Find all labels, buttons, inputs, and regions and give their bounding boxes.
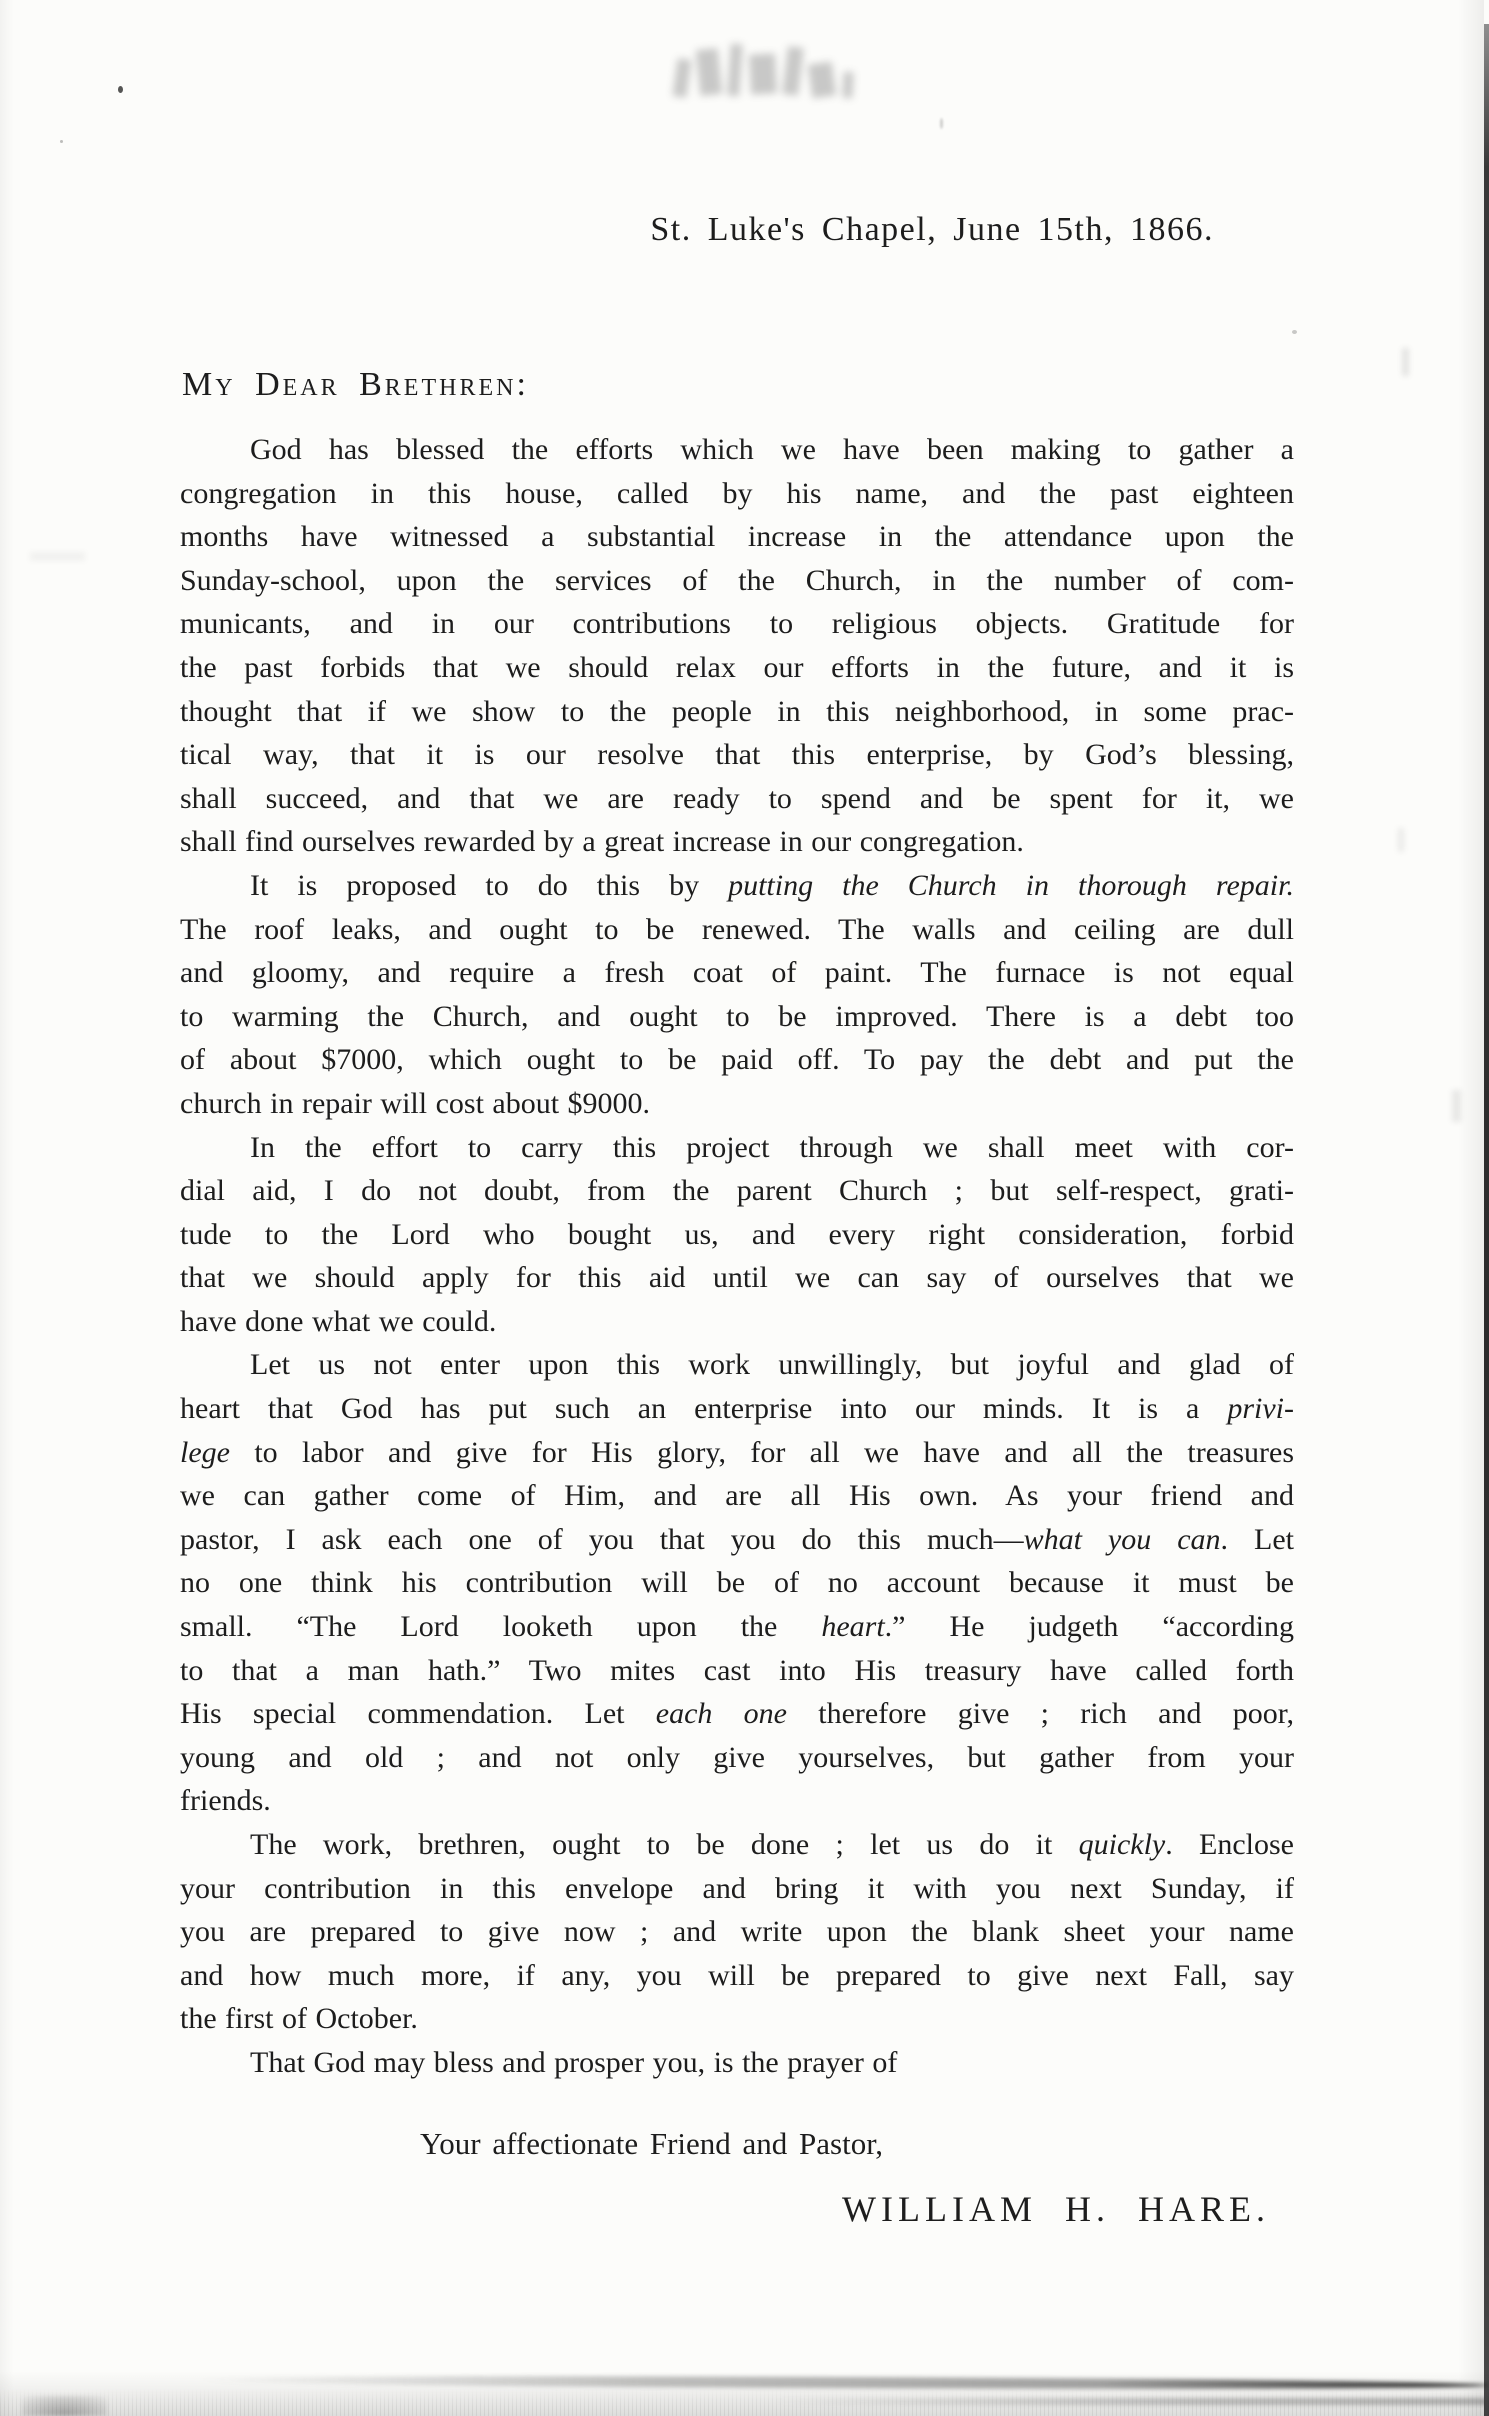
scan-smudge-texture (0, 2388, 1489, 2416)
text-line: small. “The Lord looketh upon the heart.” He judgeth “according (180, 1610, 1295, 1644)
text-line: church in repair will cost about $9000. (180, 1086, 651, 1120)
text-line: The work, brethren, ought to be done ; let us do it quickly. Enclose (250, 1828, 1294, 1861)
text-line: Sunday-school, upon the services of the Church, in the number of com- (180, 563, 1294, 597)
bleed-through-artifact (675, 32, 1070, 112)
text-line: the past forbids that we should relax our efforts in the future, and it is (180, 650, 1294, 684)
text-line: thought that if we show to the people in this neighborhood, in some prac- (180, 694, 1294, 728)
text-line: That God may bless and prosper you, is the prayer of (250, 2045, 898, 2079)
scan-edge-left-shade (0, 0, 14, 2416)
text-line: to that a man hath.” Two mites cast into His treasury have called forth (180, 1653, 1294, 1687)
salutation: My Dear Brethren: (182, 366, 529, 403)
text-line: young and old ; and not only give yourselves, but gather from your (180, 1740, 1294, 1774)
text-line: It is proposed to do this by putting the Church in thorough repair. (250, 868, 1294, 902)
bleed-mark (30, 552, 85, 561)
text-line: shall find ourselves rewarded by a great increase in our congregation. (180, 825, 1024, 859)
text-line: His special commendation. Let each one therefore give ; rich and poor, (180, 1697, 1295, 1731)
text-line: and gloomy, and require a fresh coat of paint. The furnace is not equal (180, 956, 1294, 990)
scan-speck (118, 86, 123, 93)
text-line: municants, and in our contributions to religious objects. Gratitude for (180, 607, 1294, 641)
scan-speck (60, 140, 63, 143)
text-line: have done what we could. (180, 1304, 497, 1338)
paragraph (180, 864, 1294, 1126)
text-line: we can gather come of Him, and are all His own. As your friend and (180, 1479, 1294, 1513)
paragraph (180, 1343, 1294, 1823)
text-line: heart that God has put such an enterprise into our minds. It is a privi- (180, 1392, 1294, 1426)
text-line: pastor, I ask each one of you that you do this much—what you can. Let (180, 1522, 1295, 1556)
text-line: the first of October. (180, 2002, 418, 2036)
text-line: tude to the Lord who bought us, and every right consideration, forbid (180, 1217, 1294, 1251)
text-line: that we should apply for this aid until we can say of ourselves that we (180, 1261, 1294, 1295)
valediction: Your affectionate Friend and Pastor, (420, 2126, 884, 2161)
scan-smudge-blotch (22, 2396, 107, 2416)
scan-edge-right-shade (1458, 0, 1484, 2416)
scan-speck (1292, 330, 1297, 334)
text-line: God has blessed the efforts which we have been making to gather a (250, 433, 1294, 466)
text-line: to warming the Church, and ought to be improved. There is a debt too (180, 999, 1294, 1033)
dateline: St. Luke's Chapel, June 15th, 1866. (650, 211, 1214, 248)
signature: WILLIAM H. HARE. (842, 2189, 1270, 2229)
text-line: congregation in this house, called by his name, and the past eighteen (180, 476, 1294, 510)
text-line: you are prepared to give now ; and write upon the blank sheet your name (180, 1915, 1294, 1949)
text-line: tical way, that it is our resolve that this enterprise, by God’s blessing, (180, 738, 1294, 772)
text-line: your contribution in this envelope and bring it with you next Sunday, if (180, 1871, 1294, 1905)
text-line: lege to labor and give for His glory, for all we have and all the treasures (180, 1435, 1294, 1469)
bleed-mark (1402, 348, 1409, 376)
text-line: dial aid, I do not doubt, from the parent Church ; but self-respect, grati- (180, 1174, 1294, 1208)
text-line: months have witnessed a substantial increase in the attendance upon the (180, 520, 1294, 554)
text-line: no one think his contribution will be of no account because it must be (180, 1566, 1294, 1600)
text-line: shall succeed, and that we are ready to spend and be spent for it, we (180, 781, 1294, 815)
text-line: friends. (180, 1784, 271, 1818)
paragraph (180, 2041, 1294, 2085)
paragraph (180, 428, 1294, 864)
scan-speck (940, 118, 943, 129)
text-line: and how much more, if any, you will be prepared to give next Fall, say (180, 1958, 1294, 1992)
paragraph (180, 1823, 1294, 2041)
scan-edge-right (1484, 24, 1489, 2416)
text-line: The roof leaks, and ought to be renewed. The walls and ceiling are dull (180, 912, 1294, 946)
text-line: of about $7000, which ought to be paid off. To pay the debt and put the (180, 1043, 1294, 1077)
bleed-mark (1398, 828, 1404, 852)
paragraph (180, 1126, 1294, 1344)
letter-body (180, 428, 1294, 2085)
text-line: Let us not enter upon this work unwillingly, but joyful and glad of (250, 1348, 1294, 1382)
text-line: In the effort to carry this project through we shall meet with cor- (250, 1130, 1294, 1164)
